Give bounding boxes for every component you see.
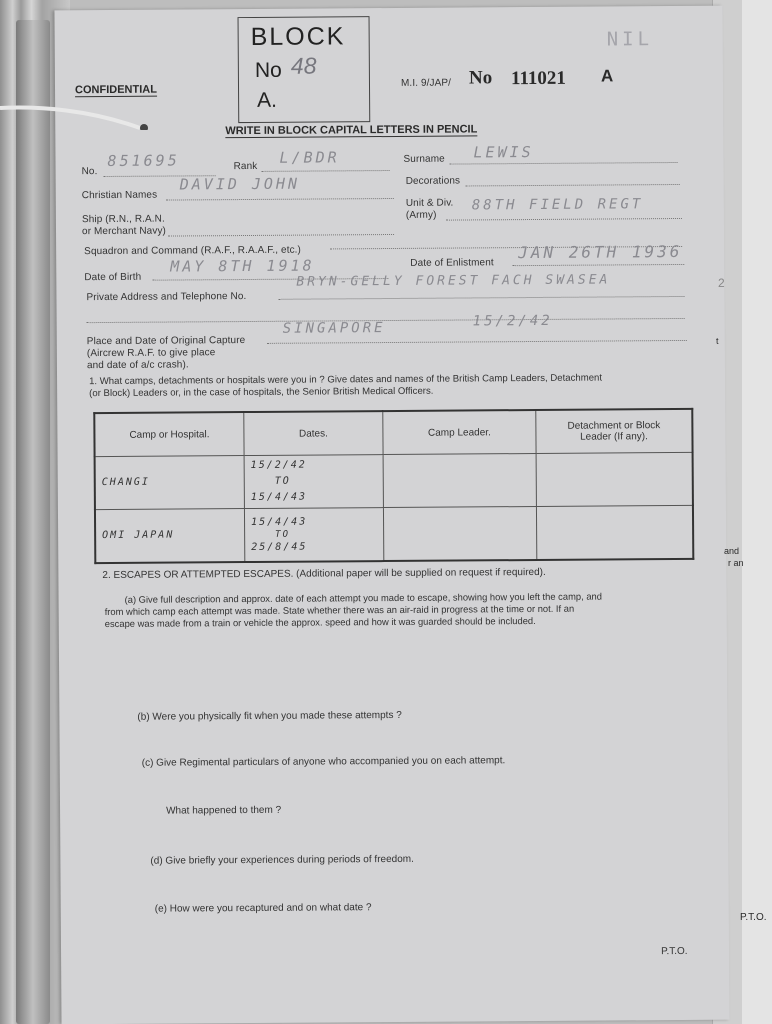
surname-value: LEWIS — [473, 143, 534, 162]
pto-label-right: P.T.O. — [740, 912, 767, 923]
question-2d: (d) Give briefly your experiences during periods of freedom. — [150, 853, 414, 867]
date-to: 25/8/45 — [251, 541, 308, 553]
dob-label: Date of Birth — [84, 271, 142, 284]
address-line — [278, 296, 684, 300]
question-2e: (e) How were you recaptured and on what date ? — [154, 902, 372, 915]
table-header-row — [94, 409, 692, 457]
squadron-label: Squadron and Command (R.A.F., R.A.A.F., etc.) — [84, 244, 301, 258]
surname-line — [450, 162, 678, 165]
form-sheet — [54, 6, 729, 1024]
dob-value: MAY 8TH 1918 — [170, 256, 315, 276]
address-value: BRYN-GELLY FOREST FACH SWASEA — [296, 272, 611, 290]
question-1-text: 1. What camps, detachments or hospitals were you in ? Give dates and names of the British Camp Leaders, Detachment — [89, 372, 603, 388]
date-to-word: TO — [275, 529, 291, 540]
question-2c: (c) Give Regimental particulars of anyone who accompanied you on each attempt. — [141, 755, 506, 769]
table-header-detachment: Detachment or Block Leader (If any). — [536, 409, 693, 454]
address-label: Private Address and Telephone No. — [86, 291, 247, 304]
table-cell-dates — [244, 508, 383, 562]
question-2a-line-1: (a) Give full description and approx. date of each attempt you made to escape, showing how you left the camp, and — [124, 590, 602, 605]
question-2a-line-2: from which camp each attempt was made. State whether there was an air-raid in progress at the time or not. If an — [104, 602, 575, 618]
capture-label-2: (Aircrew R.A.F. to give place — [86, 347, 216, 360]
date-from: 15/2/42 — [250, 459, 307, 471]
table-header-dates: Dates. — [244, 411, 383, 455]
christian-names-value: DAVID JOHN — [179, 174, 301, 194]
table-cell-camp: OMI JAPAN — [95, 509, 245, 564]
question-2-title: 2. ESCAPES OR ATTEMPTED ESCAPES. (Additional paper will be supplied on request if required). — [102, 566, 546, 582]
confidential-heading: CONFIDENTIAL — [74, 83, 157, 97]
form-no-label: No — [468, 67, 493, 89]
table-header-camp-leader: Camp Leader. — [383, 410, 536, 455]
margin-fragment: and — [724, 546, 740, 556]
tag-string — [0, 100, 150, 130]
enlistment-line — [512, 264, 684, 266]
folder-spine — [16, 20, 50, 1024]
table-cell-leader — [383, 453, 536, 507]
rank-label: Rank — [233, 160, 258, 173]
instruction-heading: WRITE IN BLOCK CAPITAL LETTERS IN PENCIL — [225, 123, 478, 138]
christian-names-label: Christian Names — [81, 189, 158, 202]
date-to-word: TO — [274, 475, 291, 487]
capture-place: SINGAPORE — [282, 320, 386, 337]
form-suffix: A — [600, 66, 614, 86]
capture-date: 15/2/42 — [472, 312, 553, 330]
pto-label: P.T.O. — [661, 945, 688, 958]
table-cell-detachment — [536, 452, 693, 506]
date-from: 15/4/43 — [251, 516, 308, 528]
mi-reference: M.I. 9/JAP/ — [400, 77, 452, 89]
unit-label: Unit & Div. — [405, 197, 454, 209]
table-cell-camp: CHANGI — [95, 456, 245, 510]
table-cell-detachment — [536, 505, 693, 560]
unit-label-2: (Army) — [405, 209, 437, 221]
christian-names-line — [166, 198, 394, 201]
block-stamp-number: 48 — [290, 52, 317, 79]
unit-line — [446, 218, 682, 221]
table-cell-leader — [383, 506, 536, 561]
capture-label: Place and Date of Original Capture — [86, 335, 246, 348]
question-2a-line-3: escape was made from a train or vehicle the approx. speed and how it was guarded should be included. — [104, 614, 536, 630]
unit-value: 88TH FIELD REGT — [471, 196, 644, 214]
block-stamp-no-label: No — [254, 58, 282, 82]
block-stamp-letter: A. — [257, 88, 278, 112]
question-1-text-2: (or Block) Leaders or, in the case of hospitals, the Senior British Medical Officers. — [89, 385, 434, 400]
enlistment-value: JAN 26TH 1936 — [518, 241, 683, 263]
surname-label: Surname — [403, 153, 445, 165]
rank-line — [262, 170, 390, 172]
background-page-edge — [742, 0, 772, 1024]
no-label: No. — [81, 166, 98, 178]
form-number: 111021 — [510, 67, 566, 90]
capture-label-3: and date of a/c crash). — [86, 359, 189, 372]
rank-value: L/BDR — [279, 148, 340, 167]
table-header-camp: Camp or Hospital. — [94, 412, 244, 457]
margin-fragment: t — [716, 336, 719, 346]
ship-line — [168, 234, 394, 237]
enlistment-label: Date of Enlistment — [410, 257, 494, 269]
margin-fragment: 2 — [718, 276, 725, 290]
table-row — [95, 452, 693, 509]
question-2c-followup: What happened to them ? — [166, 804, 282, 817]
capture-line — [267, 340, 687, 344]
ship-label: Ship (R.N., R.A.N. — [81, 213, 165, 226]
nil-annotation: NIL — [606, 28, 654, 51]
no-value: 851695 — [107, 151, 180, 170]
decorations-line — [466, 184, 680, 186]
date-to: 15/4/43 — [250, 491, 308, 503]
table-cell-dates — [244, 455, 383, 509]
table-row — [95, 505, 693, 563]
block-stamp-label: BLOCK — [250, 22, 346, 51]
question-2b: (b) Were you physically fit when you made these attempts ? — [137, 709, 402, 723]
margin-fragment: r an — [728, 558, 744, 568]
decorations-label: Decorations — [405, 175, 461, 187]
ship-label-2: or Merchant Navy) — [81, 225, 167, 238]
address-line-2 — [87, 318, 685, 323]
camps-table — [93, 408, 694, 564]
